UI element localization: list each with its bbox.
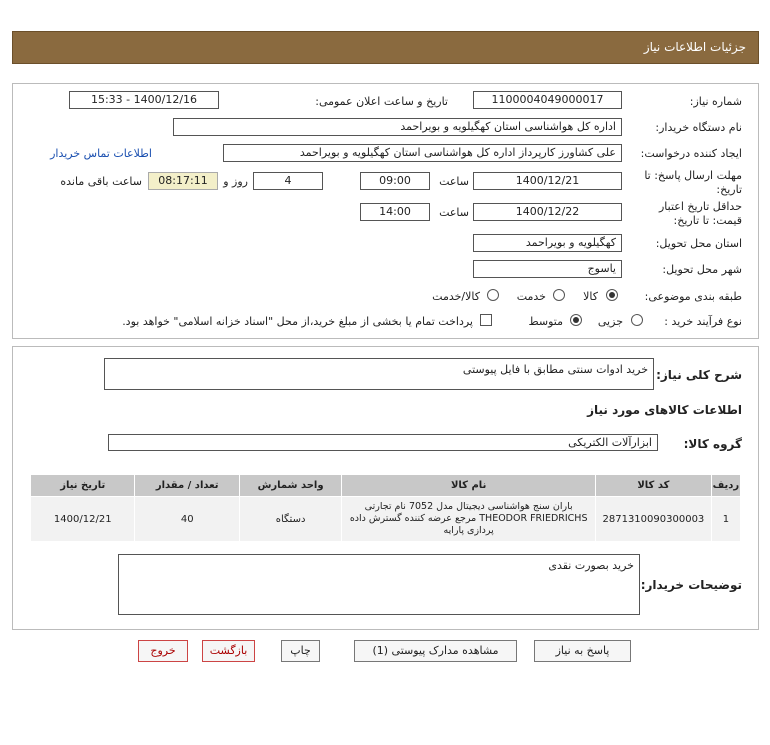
reply-time-label: ساعت	[439, 175, 469, 188]
cell-date: 1400/12/21	[31, 497, 135, 542]
buyer-org-field: اداره کل هواشناسی استان کهگیلویه و بویراحمد	[173, 118, 622, 136]
province-field: کهگیلویه و بویراحمد	[473, 234, 622, 252]
process-label: نوع فرآیند خرید :	[664, 315, 742, 328]
cell-qty: 40	[135, 497, 239, 542]
summary-field: خرید ادوات سنتی مطابق با فایل پیوستی	[104, 358, 654, 390]
announce-field: 1400/12/16 - 15:33	[69, 91, 219, 109]
days-label: روز و	[223, 175, 248, 188]
city-field: یاسوج	[473, 260, 622, 278]
print-button[interactable]: چاپ	[281, 640, 320, 662]
view-attachments-button[interactable]: مشاهده مدارک پیوستی (1)	[354, 640, 517, 662]
province-label: استان محل تحویل:	[655, 237, 742, 250]
col-unit: واحد شمارش	[239, 475, 341, 497]
col-row: ردیف	[711, 475, 740, 497]
goods-group-label: گروه کالا:	[683, 437, 742, 451]
cell-name: باران سنج هواشناسی دیجیتال مدل 7052 نام تجارتی THEODOR FRIEDRICHS مرجع عرضه کننده گسترش داده پردازی پارایه	[342, 497, 596, 542]
requester-label: ایجاد کننده درخواست:	[640, 147, 742, 160]
category-option-goods-service: کالا/خدمت	[432, 290, 480, 303]
page-title: جزئیات اطلاعات نیاز	[643, 40, 746, 54]
city-label: شهر محل تحویل:	[662, 263, 742, 276]
summary-label: شرح کلی نیاز:	[656, 368, 742, 382]
need-number-label: شماره نیاز:	[689, 95, 742, 108]
buyer-contact-link[interactable]: اطلاعات تماس خریدار	[50, 147, 152, 160]
reply-time-field: 09:00	[360, 172, 430, 190]
table-header-row	[31, 475, 741, 497]
cell-row: 1	[711, 497, 740, 542]
category-radio-goods-service[interactable]	[487, 289, 499, 301]
process-option-medium: متوسط	[528, 315, 563, 328]
category-radio-service[interactable]	[553, 289, 565, 301]
page-header	[12, 31, 759, 64]
goods-info-title: اطلاعات کالاهای مورد نیاز	[587, 403, 742, 417]
buyer-notes-label: توضیحات خریدار:	[640, 578, 742, 592]
cell-code: 2871310090300003	[596, 497, 712, 542]
buyer-notes-field: خرید بصورت نقدی	[118, 554, 640, 615]
payment-checkbox[interactable]	[480, 314, 492, 326]
col-name: نام کالا	[342, 475, 596, 497]
reply-deadline-label: مهلت ارسال پاسخ: تا تاریخ:	[644, 169, 742, 196]
cell-unit: دستگاه	[239, 497, 341, 542]
validity-time-field: 14:00	[360, 203, 430, 221]
goods-group-field: ابزارآلات الکتریکی	[108, 434, 658, 451]
category-radio-goods[interactable]	[606, 289, 618, 301]
validity-label: حداقل تاریخ اعتبار قیمت: تا تاریخ:	[658, 200, 742, 227]
days-field: 4	[253, 172, 323, 190]
category-option-service: خدمت	[516, 290, 546, 303]
back-button[interactable]: بازگشت	[202, 640, 255, 662]
items-table	[30, 474, 741, 542]
col-date: تاریخ نیاز	[31, 475, 135, 497]
validity-date-field: 1400/12/22	[473, 203, 622, 221]
validity-time-label: ساعت	[439, 206, 469, 219]
col-qty: تعداد / مقدار	[135, 475, 239, 497]
remaining-label: ساعت باقی مانده	[60, 175, 142, 188]
process-option-minor: جزیی	[597, 315, 623, 328]
process-radio-medium[interactable]	[570, 314, 582, 326]
need-number-field: 1100004049000017	[473, 91, 622, 109]
reply-button[interactable]: پاسخ به نیاز	[534, 640, 631, 662]
requester-field: علی کشاورز کارپرداز اداره کل هواشناسی استان کهگیلویه و بویراحمد	[223, 144, 622, 162]
exit-button[interactable]: خروج	[138, 640, 188, 662]
remaining-time-field: 08:17:11	[148, 172, 218, 190]
category-option-goods: کالا	[583, 290, 598, 303]
reply-date-field: 1400/12/21	[473, 172, 622, 190]
table-row	[31, 497, 741, 542]
buyer-org-label: نام دستگاه خریدار:	[655, 121, 742, 134]
payment-note: پرداخت تمام یا بخشی از مبلغ خرید،از محل "اسناد خزانه اسلامی" خواهد بود.	[122, 315, 473, 328]
col-code: کد کالا	[596, 475, 712, 497]
process-radio-minor[interactable]	[631, 314, 643, 326]
category-label: طبقه بندی موضوعی:	[644, 290, 742, 303]
announce-label: تاریخ و ساعت اعلان عمومی:	[315, 95, 448, 108]
